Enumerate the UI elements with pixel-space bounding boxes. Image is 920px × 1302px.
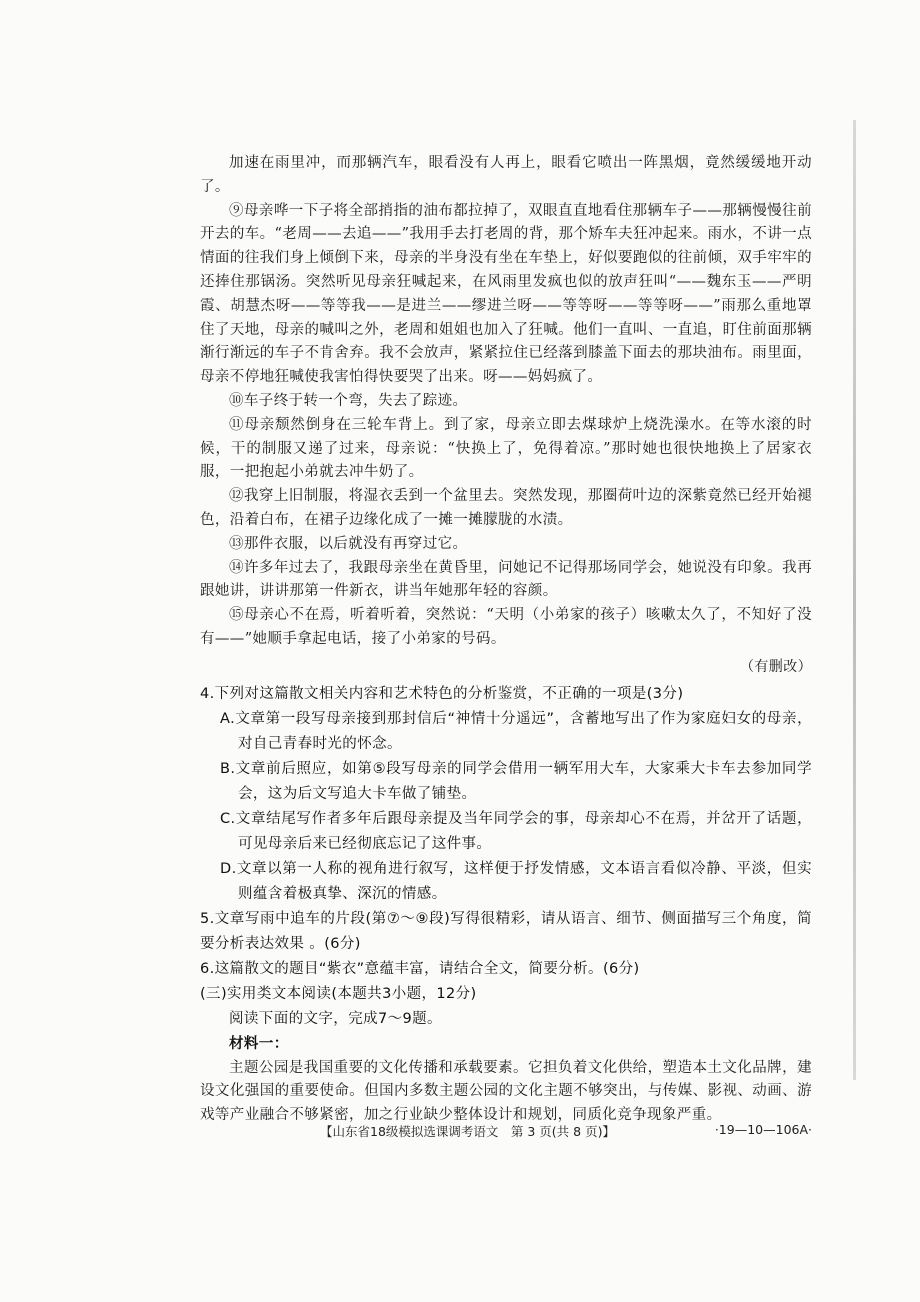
reading-instruction: 阅读下面的文字，完成7～9题。 <box>229 1010 442 1027</box>
question-4-option-a: A.文章第一段写母亲接到那封信后“神情十分遥远”，含蓄地写出了作为家庭妇女的母亲，对自己青春时光的怀念。 <box>220 710 812 752</box>
section-3-heading: (三)实用类文本阅读(本题共3小题，12分) <box>200 985 477 1002</box>
paragraph-10: ⑩车子终于转一个弯，失去了踪迹。 <box>229 392 468 409</box>
paragraph-continued: 加速在雨里冲，而那辆汽车，眼看没有人再上，眼看它喷出一阵黑烟，竟然缓缓地开动了。 <box>200 155 812 195</box>
question-4-option-d: D.文章以第一人称的视角进行叙写，这样便于抒发情感，文本语言看似冷静、平淡，但实则蕴含着极真挚、深沉的情感。 <box>220 860 812 902</box>
question-block <box>200 682 812 1128</box>
paragraph-12: ⑫我穿上旧制服，将湿衣丢到一个盆里去。突然发现，那圈荷叶边的深紫竟然已经开始褪色，沿着白布，在裙子边缘化成了一摊一摊朦胧的水渍。 <box>200 488 812 528</box>
material-1-text: 主题公园是我国重要的文化传播和承载要素。它担负着文化供给，塑造本土文化品牌，建设文化强国的重要使命。但国内多数主题公园的文化主题不够突出，与传媒、影视、动画、游戏等产业融合不够紧密，加之行业缺少整体设计和规划，同质化竞争现象严重。 <box>200 1059 812 1124</box>
question-5: 5.文章写雨中追车的片段(第⑦～⑨段)写得很精彩，请从语言、细节、侧面描写三个角度，简要分析表达效果 。(6分) <box>200 910 812 952</box>
footer-code: ·19—10—106A· <box>714 1122 812 1137</box>
paragraph-9: ⑨母亲哗一下子将全部捎指的油布都拉掉了，双眼直直地看住那辆车子——那辆慢慢往前开去的车。“老周——去追——”我用手去打老周的背，那个矫车夫狂冲起来。雨水，不讲一点情面的往我们身上倾倒下来，母亲的半身没有坐在车垫上，好似要跑似的往前倾，双手牢牢的还捧住那锅汤。突然听见母亲狂喊起来，在风雨里发疯也似的放声狂叫“——魏东玉——严明霞、胡慧杰呀——等等我——是进兰——缪进兰呀——等等呀——等等呀——”雨那么重地罩住了天地，母亲的喊叫之外，老周和姐姐也加入了狂喊。他们一直叫、一直追，盯住前面那辆渐行渐远的车子不肯舍弃。我不会放声，紧紧拉住已经落到膝盖下面去的那块油布。雨里面，母亲不停地狂喊使我害怕得快要哭了出来。呀——妈妈疯了。 <box>200 202 812 386</box>
question-6: 6.这篇散文的题目“紫衣”意蕴丰富，请结合全文，简要分析。(6分) <box>200 960 640 977</box>
question-4-option-b: B.文章前后照应，如第⑤段写母亲的同学会借用一辆军用大车，大家乘大卡车去参加同学会，这为后文写追大卡车做了铺垫。 <box>220 760 812 802</box>
source-note: （有删改） <box>740 658 812 675</box>
paragraph-13: ⑬那件衣服，以后就没有再穿过它。 <box>229 535 468 552</box>
question-4-option-c: C.文章结尾写作者多年后跟母亲提及当年同学会的事，母亲却心不在焉，并岔开了话题，可见母亲后来已经彻底忘记了这件事。 <box>220 810 812 852</box>
page-edge-shadow <box>853 120 856 1080</box>
question-4: 4.下列对这篇散文相关内容和艺术特色的分析鉴赏，不正确的一项是(3分) <box>200 685 684 702</box>
paragraph-11: ⑪母亲颓然倒身在三轮车背上。到了家，母亲立即去煤球炉上烧洗澡水。在等水滚的时候，干的制服又递了过来，母亲说：“快换上了，免得着凉。”那时她也很快地换上了居家衣服，一把抱起小弟就去冲牛奶了。 <box>200 416 812 481</box>
text-column <box>200 152 812 1128</box>
footer-exam-info: 【山东省18级模拟选课调考语文 第 3 页(共 8 页)】 <box>320 1124 615 1139</box>
paragraph-14: ⑭许多年过去了，我跟母亲坐在黄昏里，问她记不记得那场同学会，她说没有印象。我再跟她讲，讲讲那第一件新衣，讲当年她那年轻的容颜。 <box>200 559 812 600</box>
material-1-label: 材料一： <box>229 1035 289 1052</box>
paragraph-15: ⑮母亲心不在焉，听着听着，突然说：“天明（小弟家的孩子）咳嗽太久了，不知好了没有——”她顺手拿起电话，接了小弟家的号码。 <box>200 607 812 647</box>
